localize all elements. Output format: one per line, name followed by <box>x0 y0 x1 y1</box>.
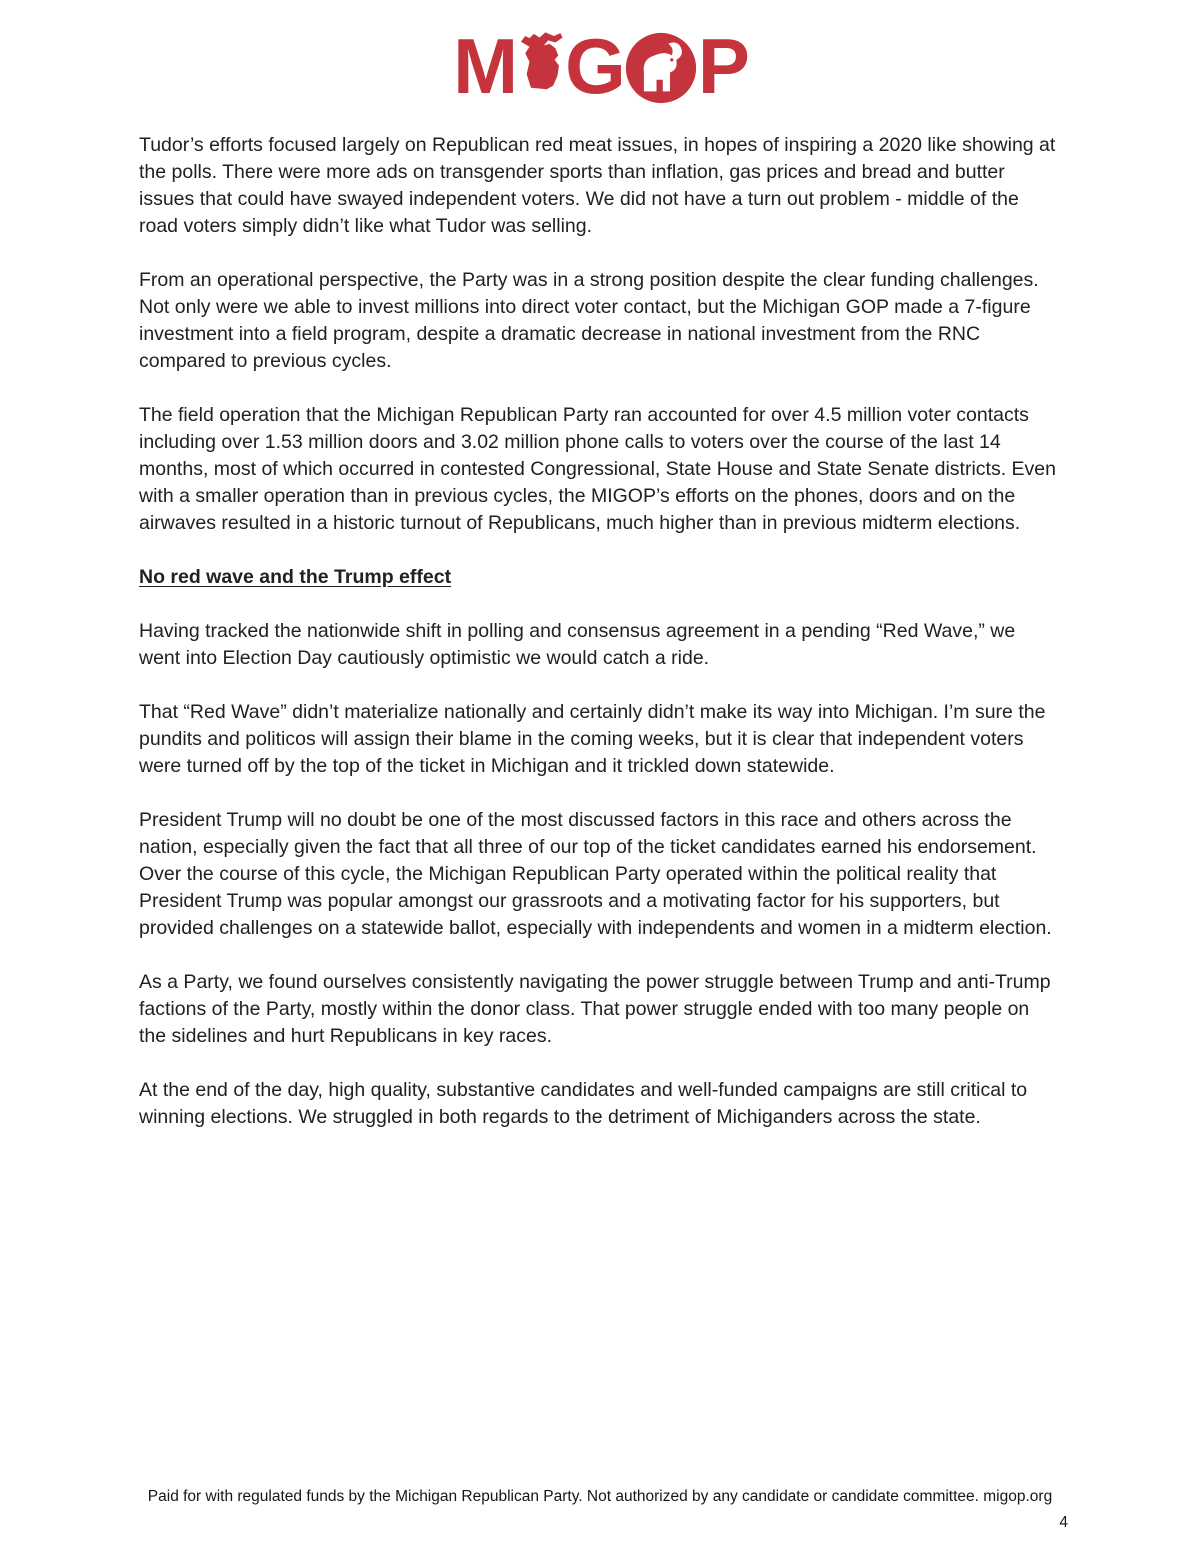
document-body <box>139 132 1061 1131</box>
paragraph-end-of-day: At the end of the day, high quality, substantive candidates and well-funded campaigns are still critical to winning elections. We struggled in both regards to the detriment of Michiganders across the state. <box>139 1079 1028 1128</box>
logo-letter-g: G <box>565 21 623 110</box>
logo-letter-p: P <box>697 21 747 110</box>
paragraph-president-trump: President Trump will no doubt be one of the most discussed factors in this race and others across the nation, especially given the fact that all three of our top of the ticket candidates earned his endorsement. Over the course of this cycle, the Michigan Republican Party operated within the political reality that President Trump was popular amongst our grassroots and a motivating factor for his supporters, but provided challenges on a statewide ballot, especially with independents and women in a midterm election. <box>139 809 1052 939</box>
paragraph-operational-perspective: From an operational perspective, the Party was in a strong position despite the clear funding challenges. Not only were we able to invest millions into direct voter contact, but the Michigan GOP made a 7-figure investment into a field program, despite a dramatic decrease in national investment from the RNC compared to previous cycles. <box>139 269 1039 372</box>
header <box>0 0 1200 110</box>
section-heading-no-red-wave: No red wave and the Trump effect <box>139 566 452 588</box>
paragraph-power-struggle: As a Party, we found ourselves consistently navigating the power struggle between Trump and anti-Trump factions of the Party, mostly within the donor class. That power struggle ended with too many people on the sidelines and hurt Republicans in key races. <box>139 971 1051 1047</box>
logo-letter-m: M <box>453 21 516 110</box>
footer-disclaimer: Paid for with regulated funds by the Michigan Republican Party. Not authorized by any candidate or candidate committee. migop.org <box>147 1488 1053 1505</box>
paragraph-field-operation: The field operation that the Michigan Republican Party ran accounted for over 4.5 million voter contacts including over 1.53 million doors and 3.02 million phone calls to voters over the course of the last 14 months, most of which occurred in contested Congressional, State House and State Senate districts. Even with a smaller operation than in previous cycles, the MIGOP’s efforts on the phones, doors and on the airwaves resulted in a historic turnout of Republicans, much higher than in previous midterm elections. <box>139 404 1056 534</box>
page-number: 4 <box>1059 1514 1068 1531</box>
gop-elephant-icon <box>625 32 697 104</box>
paragraph-nationwide-shift: Having tracked the nationwide shift in polling and consensus agreement in a pending “Red Wave,” we went into Election Day cautiously optimistic we would catch a ride. <box>139 620 1016 669</box>
paragraph-red-wave-materialize: That “Red Wave” didn’t materialize nationally and certainly didn’t make its way into Michigan. I’m sure the pundits and politicos will assign their blame in the coming weeks, but it is clear that independent voters were turned off by the top of the ticket in Michigan and it trickled down statewide. <box>139 701 1046 777</box>
michigan-state-icon <box>518 17 564 101</box>
paragraph-tudor-efforts: Tudor’s efforts focused largely on Republican red meat issues, in hopes of inspiring a 2020 like showing at the polls. There were more ads on transgender sports than inflation, gas prices and bread and butter issues that could have swayed independent voters. We did not have a turn out problem - middle of the road voters simply didn’t like what Tudor was selling. <box>139 134 1056 237</box>
migop-logo <box>453 21 747 110</box>
